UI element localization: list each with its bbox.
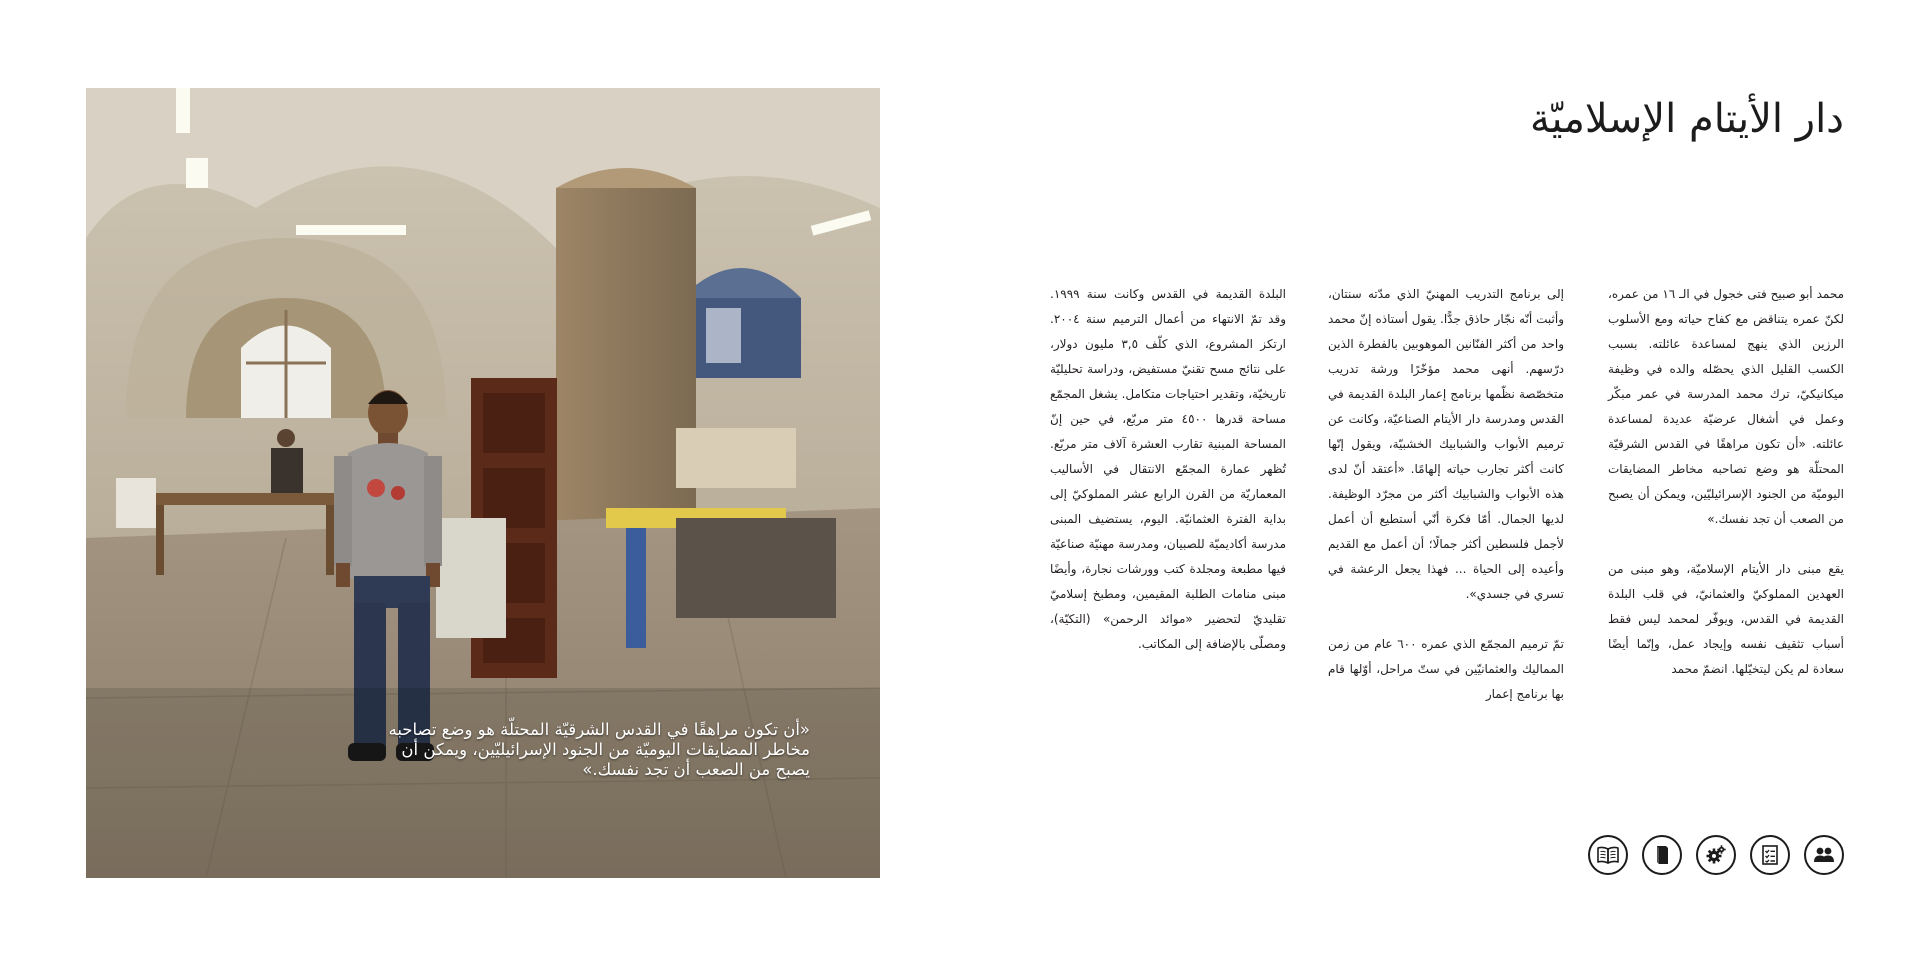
photo-caption: «أن تكون مراهقًا في القدس الشرقيّة المحتلّة هو وضع تصاحبه مخاطر المضايقات اليوميّة من الجنود الإسرائيليّين، ويمكن أن يصبح من الصعب أن تجد نفسك.» bbox=[388, 720, 810, 779]
text-column-1 bbox=[1608, 282, 1844, 707]
open-book-icon[interactable] bbox=[1588, 835, 1628, 875]
icon-toolbar bbox=[1588, 835, 1844, 875]
gear-icon[interactable] bbox=[1696, 835, 1736, 875]
checklist-icon[interactable] bbox=[1750, 835, 1790, 875]
paragraph: البلدة القديمة في القدس وكانت سنة ١٩٩٩. وقد تمّ الانتهاء من أعمال الترميم سنة ٢٠٠٤. ارتكز المشروع، الذي كلّف ٣,٥ مليون دولار، على نتائج مسح تقنيّ مستفيض، ودراسة تحليليّة تاريخيّة، وتقدير احتياجات متكامل. يشغل المجمّع مساحة قدرها ٤٥٠٠ متر مربّع، في حين إنّ المساحة المبنية تقارب العشرة آلاف متر مربّع. تُظهر عمارة المجمّع الانتقال في الأساليب المعماريّة من القرن الرابع عشر المملوكيّ إلى بداية الفترة العثمانيّة. اليوم، يستضيف المبنى مدرسة أكاديميّة للصبيان، ومدرسة مهنيّة صناعيّة فيها مطبعة ومجلدة كتب وورشات نجارة، وأيضًا مبنى منامات الطلبة المقيمين، ومطبخ إسلاميّ تقليديّ لتحضير «موائد الرحمن» (التكيّة)، ومصلّى بالإضافة إلى المكاتب. bbox=[1050, 287, 1286, 651]
paragraph: إلى برنامج التدريب المهنيّ الذي مدّته سنتان، وأثبت أنّه نجّار حاذق جدًّا. يقول أستاذه إنّ محمد واحد من أكثر الفنّانين الموهوبين بالفطرة الذين درّسهم. أنهى محمد مؤخّرًا ورشة تدريب متخصّصة نظّمها برنامج إعمار البلدة القديمة في القدس ومدرسة دار الأيتام الصناعيّة، وكانت عن ترميم الأبواب والشبابيك الخشبيّة، ويقول إنّها كانت أكثر تجارب حياته إلهامًا. «أعتقد أنّ لدى هذه الأبواب والشبابيك أكثر من مجرّد الوظيفة. لديها الجمال. أمّا فكرة أنّي أستطيع أن أعمل لأجمل فلسطين أكثر جمالًا؛ أن أعمل مع القديم وأعيده إلى الحياة ... فهذا يجعل الرعشة في تسري في جسدي». bbox=[1328, 287, 1564, 601]
book-icon[interactable] bbox=[1642, 835, 1682, 875]
workshop-photo bbox=[86, 88, 880, 878]
paragraph: تمّ ترميم المجمّع الذي عمره ٦٠٠ عام من زمن المماليك والعثمانيّين في ستّ مراحل، أوّلها قام بها برنامج إعمار bbox=[1328, 637, 1564, 701]
text-column-3 bbox=[1050, 282, 1286, 682]
paragraph: محمد أبو صبيح فتى خجول في الـ ١٦ من عمره، لكنّ عمره يتناقض مع كفاح حياته ومع الأسلوب الرزين الذي ينهج لمساعدة عائلته. بسبب الكسب القليل الذي يحصّله والده في وظيفة ميكانيكيّ، ترك محمد المدرسة في عمر مبكّر وعمل في أشغال عرضيّة عديدة لمساعدة عائلته. «أن تكون مراهقًا في القدس الشرقيّة المحتلّة هو وضع تصاحبه مخاطر المضايقات اليوميّة من الجنود الإسرائيليّين، ويمكن أن يصبح من الصعب أن تجد نفسك.» bbox=[1608, 287, 1844, 526]
text-column-2 bbox=[1328, 282, 1564, 732]
paragraph: يقع مبنى دار الأيتام الإسلاميّة، وهو مبنى من العهدين المملوكيّ والعثمانيّ، في قلب البلدة القديمة في القدس، ويوفّر لمحمد ليس فقط أسباب تثقيف نفسه وإيجاد عمل، وإنّما أيضًا سعادة لم يكن ليتخيّلها. انضمّ محمد bbox=[1608, 562, 1844, 676]
people-icon[interactable] bbox=[1804, 835, 1844, 875]
page-title: دار الأيتام الإسلاميّة bbox=[1529, 96, 1844, 142]
